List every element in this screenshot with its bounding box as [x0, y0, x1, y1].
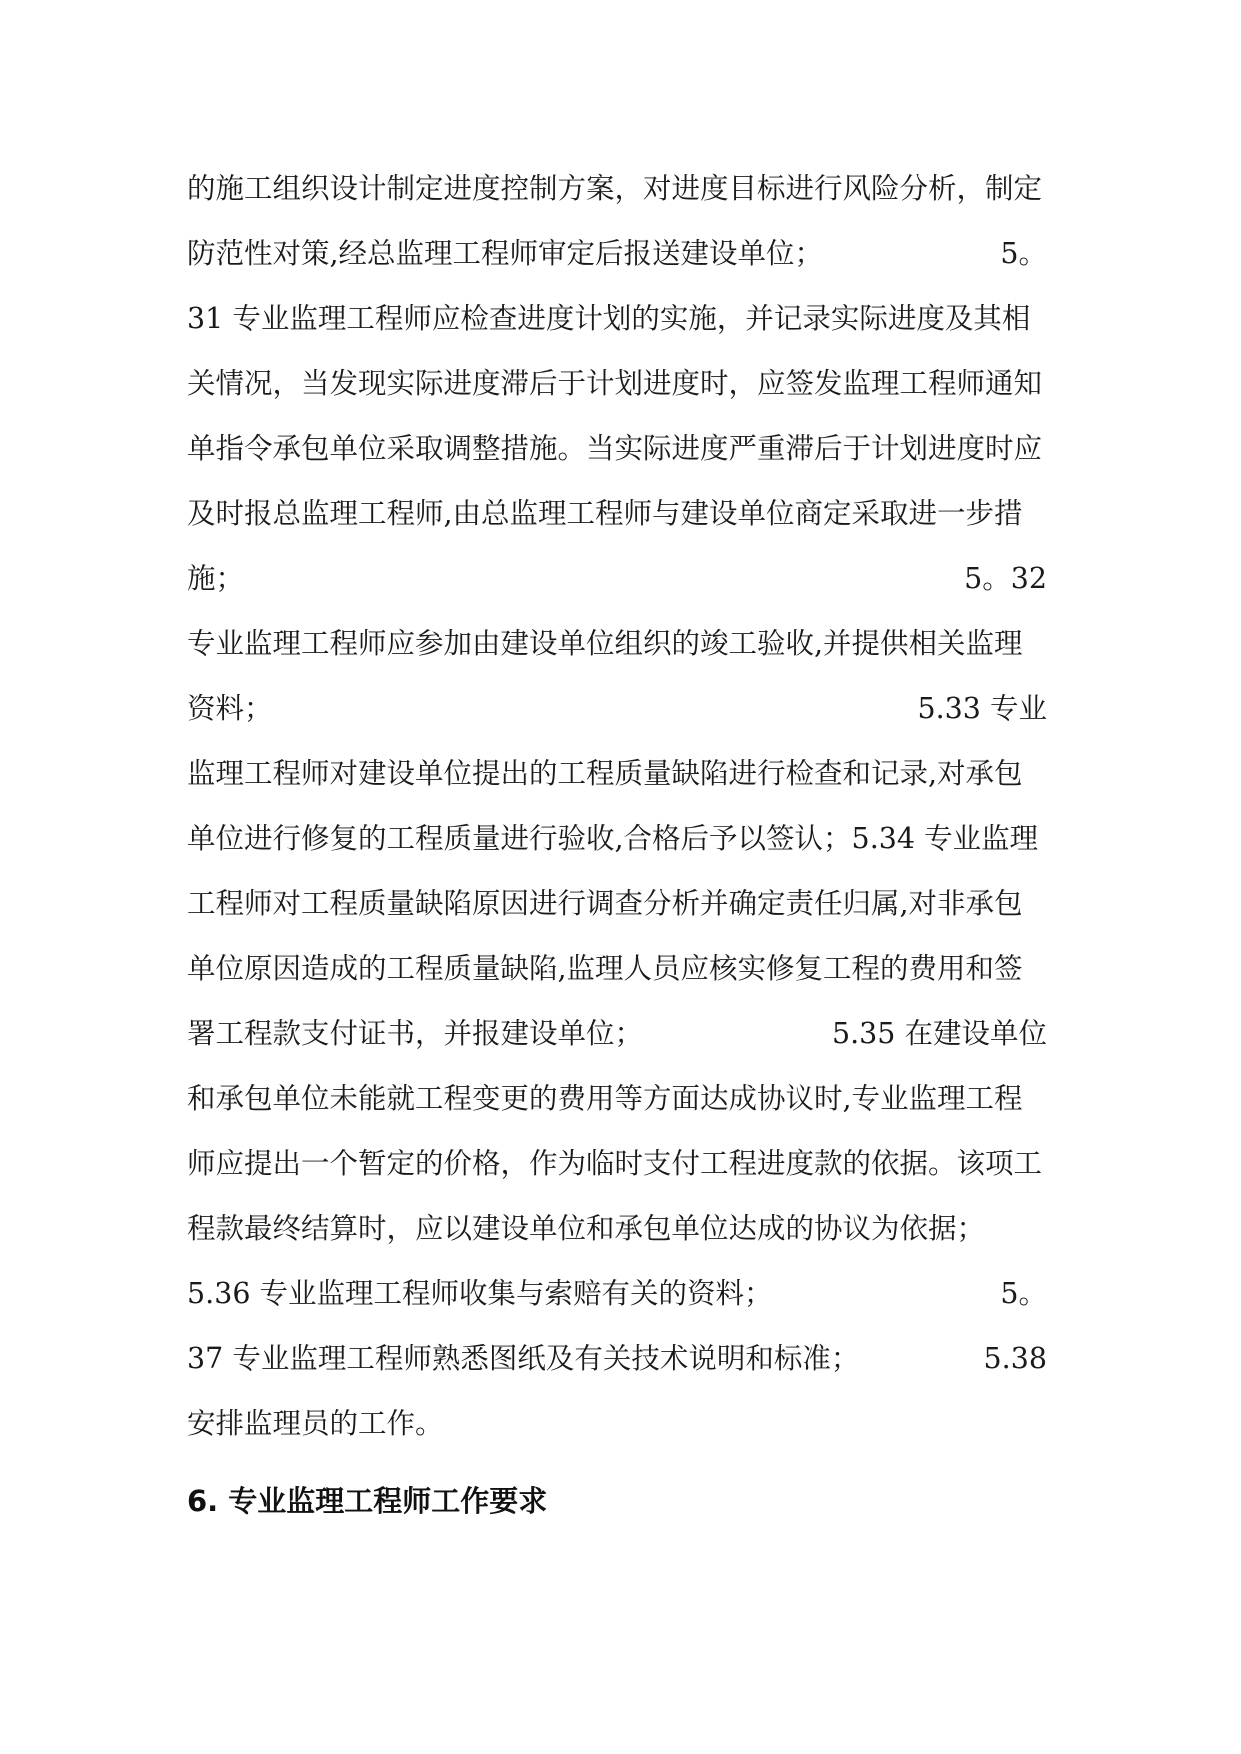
text-line-main: 防范性对策,经总监理工程师审定后报送建设单位；: [187, 237, 824, 270]
text-line-main: 施；: [187, 562, 245, 595]
section-heading: 6. 专业监理工程师工作要求: [187, 1484, 548, 1518]
text-line: [187, 546, 1047, 611]
text-line: 及时报总监理工程师,由总监理工程师与建设单位商定采取进一步措: [187, 497, 1023, 530]
text-line: 师应提出一个暂定的价格，作为临时支付工程进度款的依据。该项工: [187, 1147, 1043, 1180]
text-line-clause-number: 5。: [1000, 1277, 1047, 1310]
text-line: [187, 1261, 1047, 1326]
text-line: 的施工组织设计制定进度控制方案，对进度目标进行风险分析，制定: [187, 172, 1043, 205]
text-line-main: 署工程款支付证书，并报建设单位；: [187, 1017, 644, 1050]
text-line-main: 37 专业监理工程师熟悉图纸及有关技术说明和标准；: [187, 1342, 860, 1375]
text-line: 安排监理员的工作。: [187, 1407, 444, 1440]
text-line: [187, 1001, 1047, 1066]
text-line-clause-number: 5。: [1000, 237, 1047, 270]
text-line-clause-number: 5.33 专业: [917, 692, 1047, 725]
text-line-clause-number: 5.38: [983, 1342, 1047, 1375]
body-text: [187, 156, 1047, 1456]
text-line: [187, 676, 1047, 741]
text-line: 工程师对工程质量缺陷原因进行调查分析并确定责任归属,对非承包: [187, 887, 1023, 920]
text-line-clause-number: 5.35 在建设单位: [831, 1017, 1047, 1050]
text-line: 和承包单位未能就工程变更的费用等方面达成协议时,专业监理工程: [187, 1082, 1023, 1115]
text-line: 单位进行修复的工程质量进行验收,合格后予以签认；5.34 专业监理: [187, 822, 1039, 855]
text-line: 单指令承包单位采取调整措施。当实际进度严重滞后于计划进度时应: [187, 432, 1043, 465]
text-line: 关情况，当发现实际进度滞后于计划进度时，应签发监理工程师通知: [187, 367, 1043, 400]
text-line: 监理工程师对建设单位提出的工程质量缺陷进行检查和记录,对承包: [187, 757, 1023, 790]
text-line: 单位原因造成的工程质量缺陷,监理人员应核实修复工程的费用和签: [187, 952, 1023, 985]
text-line: [187, 1326, 1047, 1391]
text-line: [187, 221, 1047, 286]
text-line: 专业监理工程师应参加由建设单位组织的竣工验收,并提供相关监理: [187, 627, 1023, 660]
text-line: 31 专业监理工程师应检查进度计划的实施，并记录实际进度及其相: [187, 302, 1031, 335]
text-line-main: 资料；: [187, 692, 273, 725]
text-line-clause-number: 5。32: [964, 562, 1047, 595]
text-line: 程款最终结算时，应以建设单位和承包单位达成的协议为依据；: [187, 1212, 986, 1245]
text-line-main: 5.36 专业监理工程师收集与索赔有关的资料；: [187, 1277, 773, 1310]
